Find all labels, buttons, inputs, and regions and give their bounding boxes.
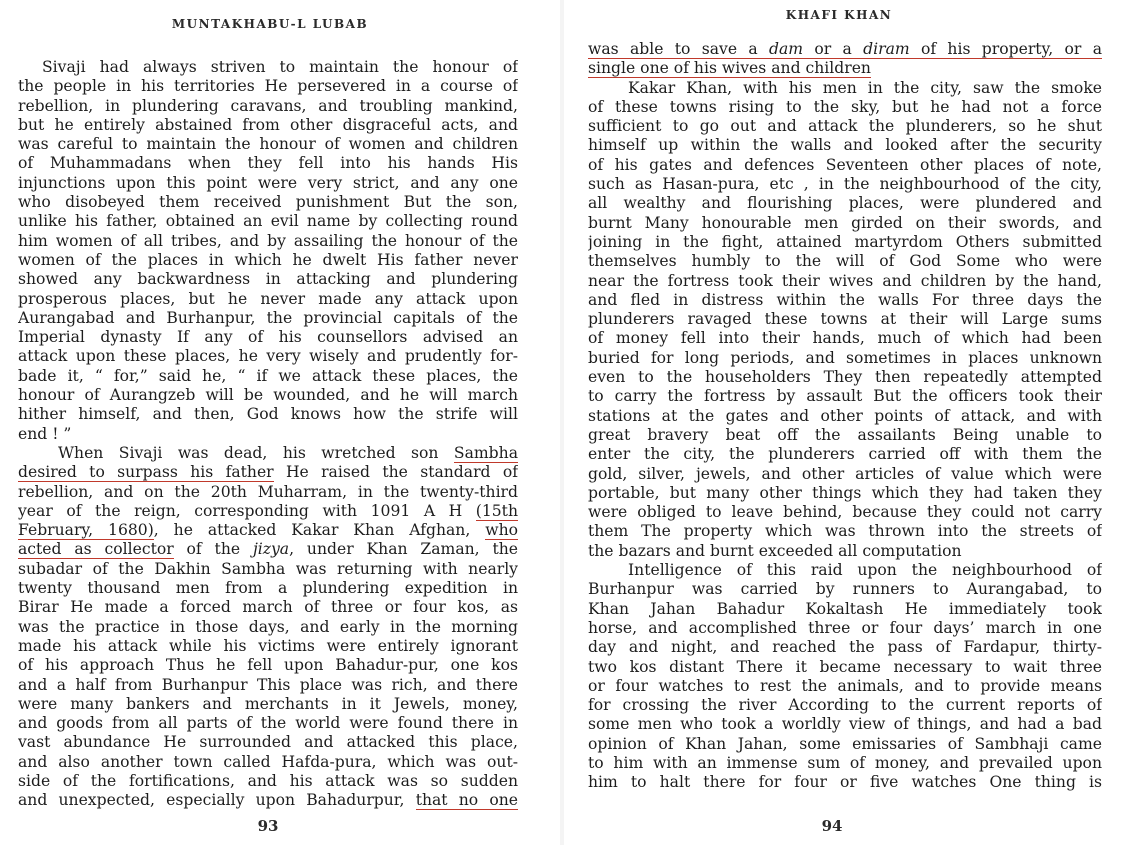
text-line: two kos distant There it became necessary to wait three [588,657,1102,676]
text-line: injunctions upon this point were very strict, and any one [18,173,518,192]
text-line: rebellion, in plundering caravans, and troubling mankind, [18,96,518,115]
text-line: of money fell into their hands, much of which had been [588,329,1102,348]
text-line: honour of Aurangzeb will be wounded, and he will march [18,386,518,405]
text-line: Kakar Khan, with his men in the city, saw the smoke [628,78,1102,97]
text-line: gold, silver, jewels, and other articles of value which were [588,464,1102,483]
text-line: rebellion, and on the 20th Muharram, in the twenty-third [18,482,518,501]
text-line: and also another town called Hafda-pura, which was out- [18,752,518,771]
text-line: of these towns rising to the sky, but he had not a force [588,97,1102,116]
text-line: and fled in distress within the walls For three days the [588,290,1102,309]
text-line: Intelligence of this raid upon the neighbourhood of [628,561,1102,580]
text-line: to him with an immense sum of money, and prevailed upon [588,753,1102,772]
running-header-right: KHAFI KHAN [785,8,893,22]
text-line: sufficient to go out and attack the plunderers, so he shut [588,117,1102,136]
left-page [0,0,560,845]
text-line: were many bankers and merchants in it Jewels, money, [18,694,518,713]
text-line: subadar of the Dakhin Sambha was returning with nearly [18,559,518,578]
text-line: and goods from all parts of the world were found there in [18,714,518,733]
text-line: opinion of Khan Jahan, some emissaries of Sambhaji came [588,734,1102,753]
text-line: but he entirely abstained from other disgraceful acts, and [18,115,518,134]
underline-mark: Sambha [453,443,518,462]
running-header-left: MUNTAKHABU-L LUBAB [171,17,369,31]
text-line: enter the city, the plunderers carried off with them the [588,445,1102,464]
text-line: of his approach Thus he fell upon Bahadur-pur, one kos [18,656,518,675]
text-line: to carry the fortress by assault But the officers took their [588,387,1102,406]
text-line: vast abundance He surrounded and attacked this place, [18,733,518,752]
text-line: was the practice in those days, and early in the morning [18,617,518,636]
text-line: attack upon these places, he very wisely and prudently for- [18,347,518,366]
text-line: Khan Jahan Bahadur Kokaltash He immediately took [588,599,1102,618]
underline-mark: that no one [415,791,518,810]
underline-mark: desired to surpass his father [18,463,274,482]
text-line: buried for long periods, and sometimes in places unknown [588,348,1102,367]
text-line: him women of all tribes, and by assailing the honour of the [18,231,518,250]
text-line: him to halt there for four or five watches One thing is [588,773,1102,792]
text-line: Sivaji had always striven to maintain the honour of [42,58,518,76]
left-page-body [18,58,518,811]
text-line: even to the householders They then repeatedly attempted [588,368,1102,387]
underline-mark: single one of his wives and children [588,59,871,78]
text-line: of his gates and defences Seventeen other places of note, [588,155,1102,174]
text-line: some men who took a worldly view of things, and had a bad [588,715,1102,734]
text-line: side of the fortifications, and his attack was so sudden [18,771,518,790]
underline-mark: (15th [475,501,518,520]
text-line: who disobeyed them received punishment But the son, [18,193,518,212]
text-line: was careful to maintain the honour of women and children [18,135,518,154]
text-line: twenty thousand men from a plundering expedition in [18,579,518,598]
underline-mark: who [485,521,518,540]
page-number-right: 94 [821,817,843,835]
text-line: themselves humbly to the will of God Some who were [588,252,1102,271]
text-line-underlined: acted as collector of the jizya, under Khan Zaman, the [18,540,518,559]
text-line: for crossing the river According to the current reports of [588,696,1102,715]
text-line-underlined: year of the reign, corresponding with 1091 A H (15th [18,501,518,520]
text-line: such as Hasan-pura, etc , in the neighbourhood of the city, [588,175,1102,194]
page-number-left: 93 [257,817,279,835]
text-line: the people in his territories He persevered in a course of [18,77,518,96]
text-line: plunderers ravaged these towns at their will Large sums [588,310,1102,329]
text-line: were obliged to leave behind, because they could not carry [588,503,1102,522]
text-line: great bravery beat off the assailants Being unable to [588,425,1102,444]
text-line: end ! ” [18,424,72,443]
text-line: Burhanpur was carried by runners to Aurangabad, to [588,580,1102,599]
text-line: unlike his father, obtained an evil name by collecting round [18,212,518,231]
text-line: and a half from Burhanpur This place was rich, and there [18,675,518,694]
text-line: women of the places in which he dwelt His father never [18,250,518,269]
right-page-body [588,40,1102,793]
text-line: showed any backwardness in attacking and plundering [18,270,518,289]
text-line: horse, and accomplished three or four days’ march in one [588,618,1102,637]
text-line: burnt Many honourable men girded on their swords, and [588,213,1102,232]
text-line: them The property which was thrown into the streets of [588,522,1102,541]
text-line: stations at the gates and other points of attack, and with [588,406,1102,425]
text-line-underlined: February, 1680), he attacked Kakar Khan Afghan, who [18,521,518,540]
underline-mark: February, 1680) [18,521,154,540]
text-line: prosperous places, but he never made any attack upon [18,289,518,308]
text-line: Aurangabad and Burhanpur, the provincial capitals of the [18,308,518,327]
text-line: made his attack while his victims were entirely ignorant [18,636,518,655]
text-line-underlined [588,40,1102,59]
text-line: bade it, “ for,” said he, “ if we attack these places, the [18,366,518,385]
underline-mark: acted as collector [18,540,174,559]
text-line-underlined: desired to surpass his father He raised the standard of [18,463,518,482]
text-line: day and night, and reached the pass of Fardapur, thirty- [588,638,1102,657]
text-line: Birar He made a forced march of three or four kos, as [18,598,518,617]
right-page [564,0,1124,845]
underline-mark: was able to save a dam or a diram of his property, or a [588,40,1102,58]
text-line: Imperial dynasty If any of his counsellors advised an [18,328,518,347]
text-line-underlined: and unexpected, especially upon Bahadurpur, that no one [18,791,518,810]
text-line: himself up within the walls and looked after the security [588,136,1102,155]
text-line: hither himself, and then, God knows how the strife will [18,405,518,424]
text-line: of Muhammadans when they fell into his hands His [18,154,518,173]
text-line-underlined [588,59,1102,78]
text-line: joining in the fight, attained martyrdom Others submitted [588,232,1102,251]
text-line-underlined: When Sivaji was dead, his wretched son Sambha [58,443,518,462]
text-line: near the fortress took their wives and children by the hand, [588,271,1102,290]
text-line: all wealthy and flourishing places, were plundered and [588,194,1102,213]
text-line: or four watches to rest the animals, and to provide means [588,676,1102,695]
text-line: the bazars and burnt exceeded all computation [588,541,962,560]
text-line: portable, but many other things which they had taken they [588,483,1102,502]
